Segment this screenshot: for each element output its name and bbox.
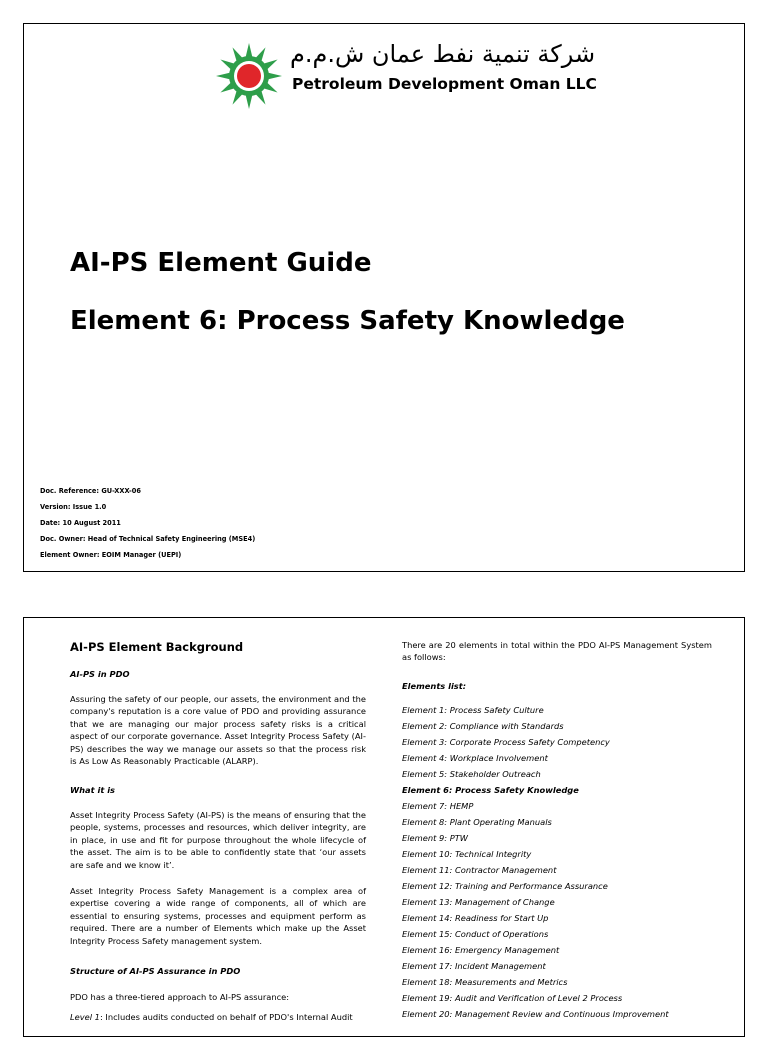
list-item: Element 1: Process Safety Culture: [402, 705, 544, 715]
element-owner: Element Owner: EOIM Manager (UEPI): [40, 551, 182, 559]
list-item: Element 12: Training and Performance Assurance: [402, 881, 608, 891]
list-item: Element 16: Emergency Management: [402, 945, 560, 955]
doc-reference: Doc. Reference: GU-XXX-06: [40, 487, 141, 495]
section-text-structure: PDO has a three-tiered approach to AI-PS assurance:: [70, 992, 290, 1002]
document-metadata: [40, 483, 255, 563]
list-item: Element 7: HEMP: [402, 801, 474, 811]
pdo-emblem-icon: [214, 40, 284, 110]
list-item: Element 2: Compliance with Standards: [402, 721, 564, 731]
section-title-what-it-is: What it is: [70, 785, 115, 795]
list-item: Element 15: Conduct of Operations: [402, 929, 549, 939]
doc-version: Version: Issue 1.0: [40, 503, 107, 511]
company-name-arabic: شركة تنمية نفط عمان ش.م.م: [290, 40, 596, 68]
cover-page: [23, 23, 745, 572]
list-item-highlighted: Element 6: Process Safety Knowledge: [402, 785, 579, 795]
level-1-label: Level 1: [70, 1012, 100, 1022]
level-1-text: [70, 1011, 366, 1023]
list-item: Element 13: Management of Change: [402, 897, 555, 907]
list-item: Element 9: PTW: [402, 833, 468, 843]
list-item: Element 14: Readiness for Start Up: [402, 913, 549, 923]
background-heading: AI-PS Element Background: [70, 640, 244, 654]
company-name: Petroleum Development Oman LLC: [292, 75, 597, 93]
elements-list: [402, 702, 669, 1022]
document-subtitle: Element 6: Process Safety Knowledge: [70, 306, 625, 336]
list-item: Element 18: Measurements and Metrics: [402, 977, 568, 987]
list-item: Element 3: Corporate Process Safety Competency: [402, 737, 610, 747]
list-item: Element 10: Technical Integrity: [402, 849, 532, 859]
doc-date: Date: 10 August 2011: [40, 519, 121, 527]
list-item: Element 17: Incident Management: [402, 961, 546, 971]
list-item: Element 5: Stakeholder Outreach: [402, 769, 541, 779]
pdo-logo: [214, 40, 597, 100]
section-title-structure: Structure of AI-PS Assurance in PDO: [70, 966, 241, 976]
list-item: Element 20: Management Review and Continuous Improvement: [402, 1009, 669, 1019]
section-text-aips-in-pdo: Assuring the safety of our people, our assets, the environment and the company's reputation is a core value of PDO and providing assurance that we are managing our major process safety risks is a critical aspect of our corporate governance. Asset Integrity Process Safety (AI-PS) describes the way we manage our assets so that the process risk is As Low As Reasonably Practicable (ALARP).: [70, 694, 366, 767]
section-text-what-it-is-1: Asset Integrity Process Safety (AI-PS) is the means of ensuring that the people, systems, processes and resources, which deliver integrity, are in place, in use and fit for purpose throughout the whole lifecycle of the asset. The aim is to be able to confidently state that ‘our assets are safe and we know it’.: [70, 810, 366, 870]
doc-owner: Doc. Owner: Head of Technical Safety Engineering (MSE4): [40, 535, 256, 543]
elements-intro: There are 20 elements in total within the PDO AI-PS Management System as follows:: [402, 640, 712, 663]
list-item: Element 19: Audit and Verification of Level 2 Process: [402, 993, 623, 1003]
section-text-what-it-is-2: Asset Integrity Process Safety Management is a complex area of expertise covering a wide range of components, all of which are essential to ensuring systems, processes and equipment perform as required. There are a number of Elements which make up the Asset Integrity Process Safety management system.: [70, 886, 366, 946]
list-item: Element 8: Plant Operating Manuals: [402, 817, 552, 827]
list-item: Element 4: Workplace Involvement: [402, 753, 548, 763]
section-title-aips-in-pdo: AI-PS in PDO: [70, 669, 130, 679]
level-1-description: : Includes audits conducted on behalf of PDO's Internal Audit: [99, 1012, 353, 1022]
background-page: [23, 617, 745, 1037]
list-item: Element 11: Contractor Management: [402, 865, 557, 875]
document-title: AI-PS Element Guide: [70, 248, 372, 278]
elements-list-title: Elements list:: [402, 681, 467, 691]
